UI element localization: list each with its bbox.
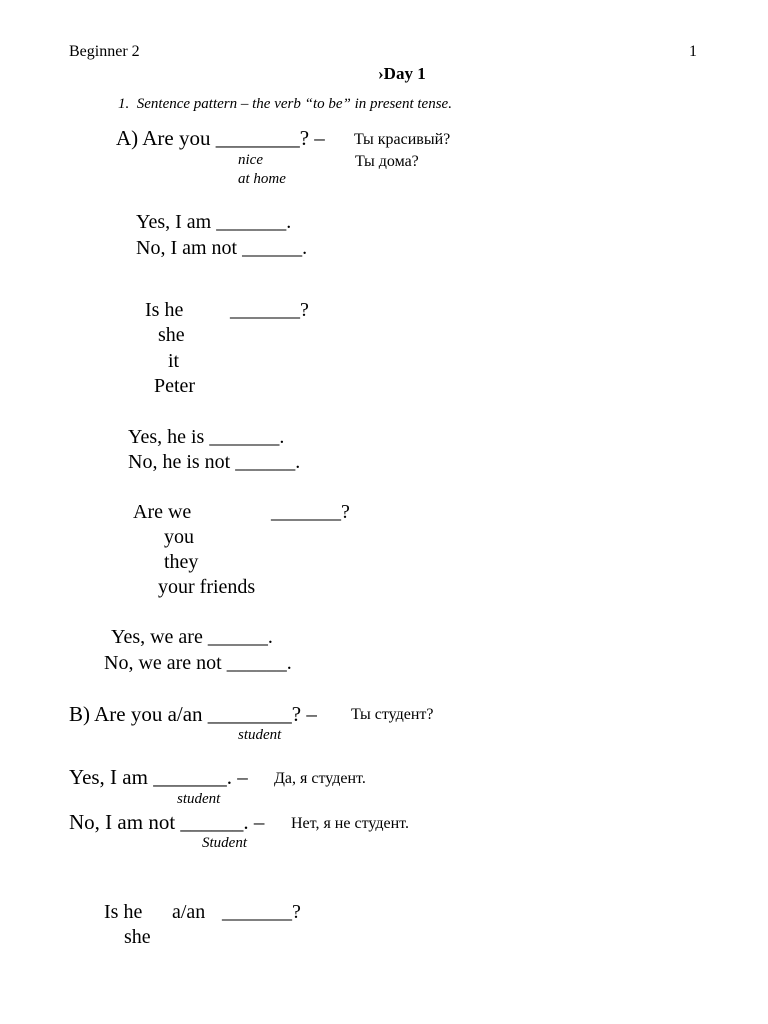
- section-b-question-2-article: a/an: [172, 901, 206, 923]
- section-b-q1-russian: Ты студент?: [351, 706, 434, 723]
- section-b-no-hint: Student: [202, 835, 247, 851]
- section-a-question-2: Is he: [145, 299, 184, 321]
- section-a-no-3: No, we are not ______.: [104, 652, 292, 674]
- section-b-question-2-blank: _______?: [222, 901, 301, 923]
- intro-item: 1. Sentence pattern – the verb “to be” in present tense.: [118, 96, 452, 112]
- section-a-q3-you: you: [164, 526, 194, 548]
- section-b-yes-russian: Да, я студент.: [274, 770, 366, 787]
- section-a-q3-your-friends: your friends: [158, 576, 256, 598]
- section-b-q2-she: she: [124, 926, 151, 948]
- section-a-hint-at-home: at home: [238, 171, 286, 187]
- section-a-question-3: Are we: [133, 501, 192, 523]
- section-a-q2-she: she: [158, 324, 185, 346]
- section-a-yes-1: Yes, I am _______.: [136, 211, 292, 233]
- section-a-q2-peter: Peter: [154, 375, 196, 397]
- section-a-no-2: No, he is not ______.: [128, 451, 301, 473]
- section-b-hint-student: student: [238, 727, 282, 743]
- section-b-no-russian: Нет, я не студент.: [291, 815, 409, 832]
- section-b-yes-hint: student: [177, 791, 221, 807]
- section-b-no: No, I am not ______. –: [69, 810, 265, 834]
- section-a-q1-russian-1: Ты красивый?: [354, 131, 451, 148]
- section-b-question-2: Is he: [104, 901, 143, 923]
- section-a-no-1: No, I am not ______.: [136, 237, 308, 259]
- course-label: Beginner 2: [69, 43, 140, 60]
- section-a-question-2-blank: _______?: [230, 299, 309, 321]
- page-number: 1: [689, 43, 697, 60]
- section-a-question-1: A) Are you ________? –: [116, 126, 325, 150]
- section-a-question-3-blank: _______?: [271, 501, 350, 523]
- section-a-q2-it: it: [168, 350, 180, 372]
- section-a-yes-3: Yes, we are ______.: [111, 626, 273, 648]
- page-title: ›Day 1: [378, 64, 426, 83]
- section-a-hint-nice: nice: [238, 152, 263, 168]
- section-a-q3-they: they: [164, 551, 199, 573]
- section-b-question-1: B) Are you a/an ________? –: [69, 702, 317, 726]
- section-a-yes-2: Yes, he is _______.: [128, 426, 285, 448]
- section-b-yes: Yes, I am _______. –: [69, 765, 248, 789]
- section-a-q1-russian-2: Ты дома?: [355, 153, 419, 170]
